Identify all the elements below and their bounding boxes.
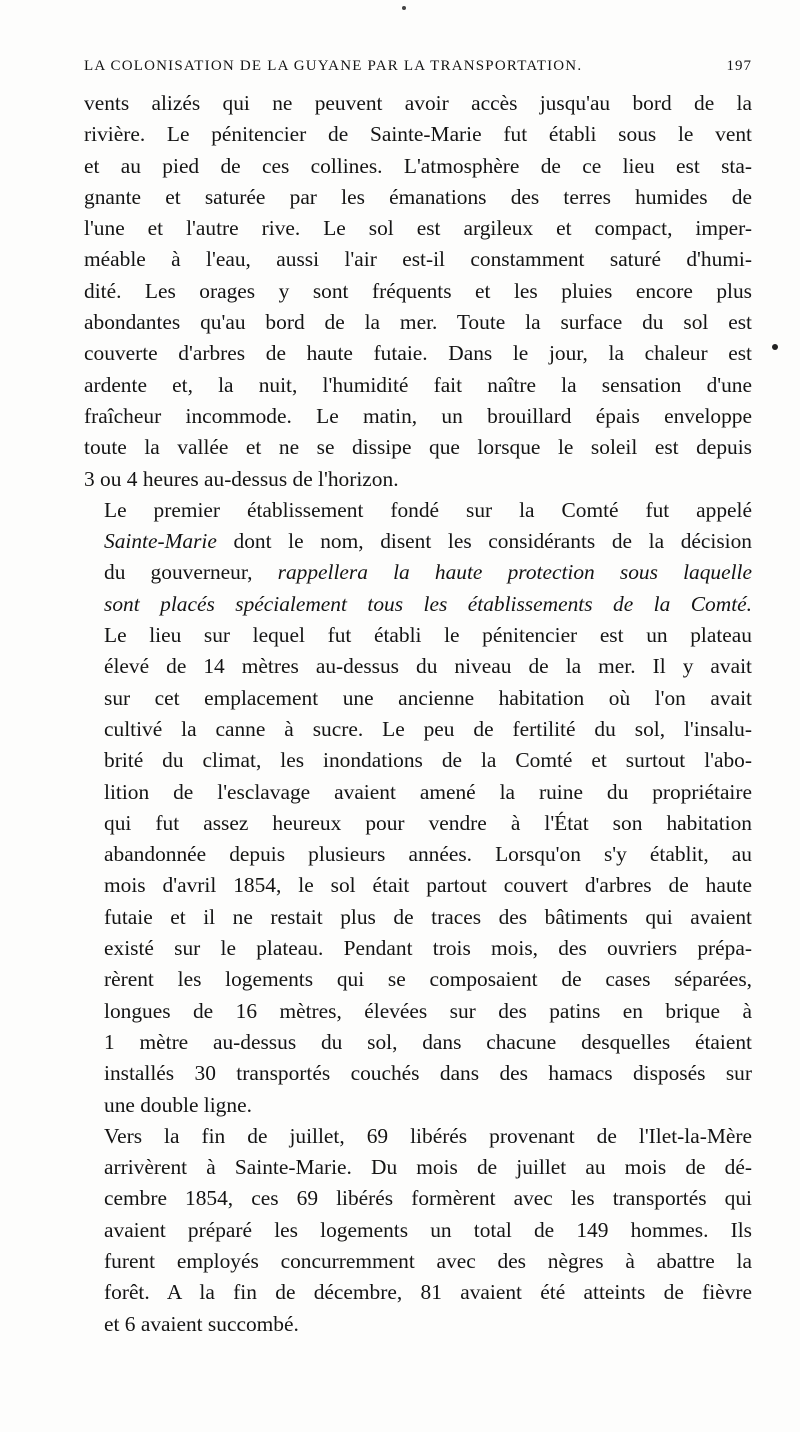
text-line: sur cet emplacement une ancienne habitation où l'on avait (104, 685, 752, 710)
text-line: mois d'avril 1854, le sol était partout couvert d'arbres de haute (104, 873, 752, 898)
paragraph (84, 88, 752, 495)
italic-place-name: Sainte-Marie (104, 529, 217, 554)
text-line: avaient préparé les logements un total de 149 hommes. Ils (104, 1217, 752, 1242)
text-line: abondantes qu'au bord de la mer. Toute la surface du sol est (84, 310, 752, 335)
paragraph (84, 1121, 752, 1340)
text-line: qui fut assez heureux pour vendre à l'État son habitation (104, 810, 752, 835)
text-line: vents alizés qui ne peuvent avoir accès jusqu'au bord de la (84, 91, 752, 115)
text-line (84, 526, 752, 557)
text-line: Le lieu sur lequel fut établi le pénitencier est un plateau (104, 623, 752, 648)
text-line: longues de 16 mètres, élevées sur des patins en brique à (104, 998, 752, 1023)
text-line: gnante et saturée par les émanations des terres humides de (84, 184, 752, 209)
text-line: cembre 1854, ces 69 libérés formèrent avec les transportés qui (104, 1186, 752, 1211)
text-line: dité. Les orages y sont fréquents et les pluies encore plus (84, 278, 752, 303)
text-line: sont placés spécialement tous les établissements de la Comté. (104, 591, 752, 616)
text-line: Vers la fin de juillet, 69 libérés provenant de l'Ilet-la-Mère (104, 1123, 752, 1148)
text-line: Le premier établissement fondé sur la Comté fut appelé (104, 497, 752, 522)
text-line: méable à l'eau, aussi l'air est-il constamment saturé d'humi- (84, 247, 752, 272)
text-line: brité du climat, les inondations de la Comté et surtout l'abo- (104, 748, 752, 773)
text-line: forêt. A la fin de décembre, 81 avaient été atteints de fièvre (104, 1280, 752, 1305)
text-line: une double ligne. (104, 1092, 252, 1117)
text-line: toute la vallée et ne se dissipe que lorsque le soleil est depuis (84, 435, 752, 460)
paragraph (84, 495, 752, 1121)
running-title: LA COLONISATION DE LA GUYANE PAR LA TRANSPORTATION. (84, 58, 583, 74)
text-line: rivière. Le pénitencier de Sainte-Marie fut établi sous le vent (84, 122, 752, 147)
text-line: 3 ou 4 heures au-dessus de l'horizon. (84, 466, 399, 491)
margin-mark (772, 344, 778, 350)
text-line: 1 mètre au-dessus du sol, dans chacune desquelles étaient (104, 1029, 752, 1054)
text-line: fraîcheur incommode. Le matin, un brouillard épais enveloppe (84, 403, 752, 428)
text-line: installés 30 transportés couchés dans des hamacs disposés sur (104, 1061, 752, 1086)
text-line: et 6 avaient succombé. (104, 1311, 299, 1336)
page-number: 197 (726, 58, 752, 74)
ink-speck (402, 6, 406, 10)
line-rest: dont le nom, disent les considérants de la décision (216, 529, 752, 554)
text-line (84, 557, 752, 588)
line-prefix: du gouverneur, (104, 560, 278, 585)
italic-quotation: rappellera la haute protection sous laquelle (277, 560, 752, 585)
text-line: futaie et il ne restait plus de traces des bâtiments qui avaient (104, 904, 752, 929)
text-line: furent employés concurremment avec des nègres à abattre la (104, 1248, 752, 1273)
running-header (84, 58, 752, 75)
text-line: et au pied de ces collines. L'atmosphère de ce lieu est sta- (84, 153, 752, 178)
text-line: ardente et, la nuit, l'humidité fait naître la sensation d'une (84, 372, 752, 397)
text-line: l'une et l'autre rive. Le sol est argileux et compact, imper- (84, 216, 752, 241)
text-line: rèrent les logements qui se composaient de cases séparées, (104, 967, 752, 992)
text-line: abandonnée depuis plusieurs années. Lorsqu'on s'y établit, au (104, 842, 752, 867)
text-line: arrivèrent à Sainte-Marie. Du mois de juillet au mois de dé- (104, 1155, 752, 1180)
body-text (84, 88, 752, 1340)
text-line: cultivé la canne à sucre. Le peu de fertilité du sol, l'insalu- (104, 716, 752, 741)
text-line: couverte d'arbres de haute futaie. Dans le jour, la chaleur est (84, 341, 752, 366)
text-line: élevé de 14 mètres au-dessus du niveau de la mer. Il y avait (104, 654, 752, 679)
text-line: existé sur le plateau. Pendant trois mois, des ouvriers prépa- (104, 936, 752, 961)
text-line: lition de l'esclavage avaient amené la ruine du propriétaire (104, 779, 752, 804)
